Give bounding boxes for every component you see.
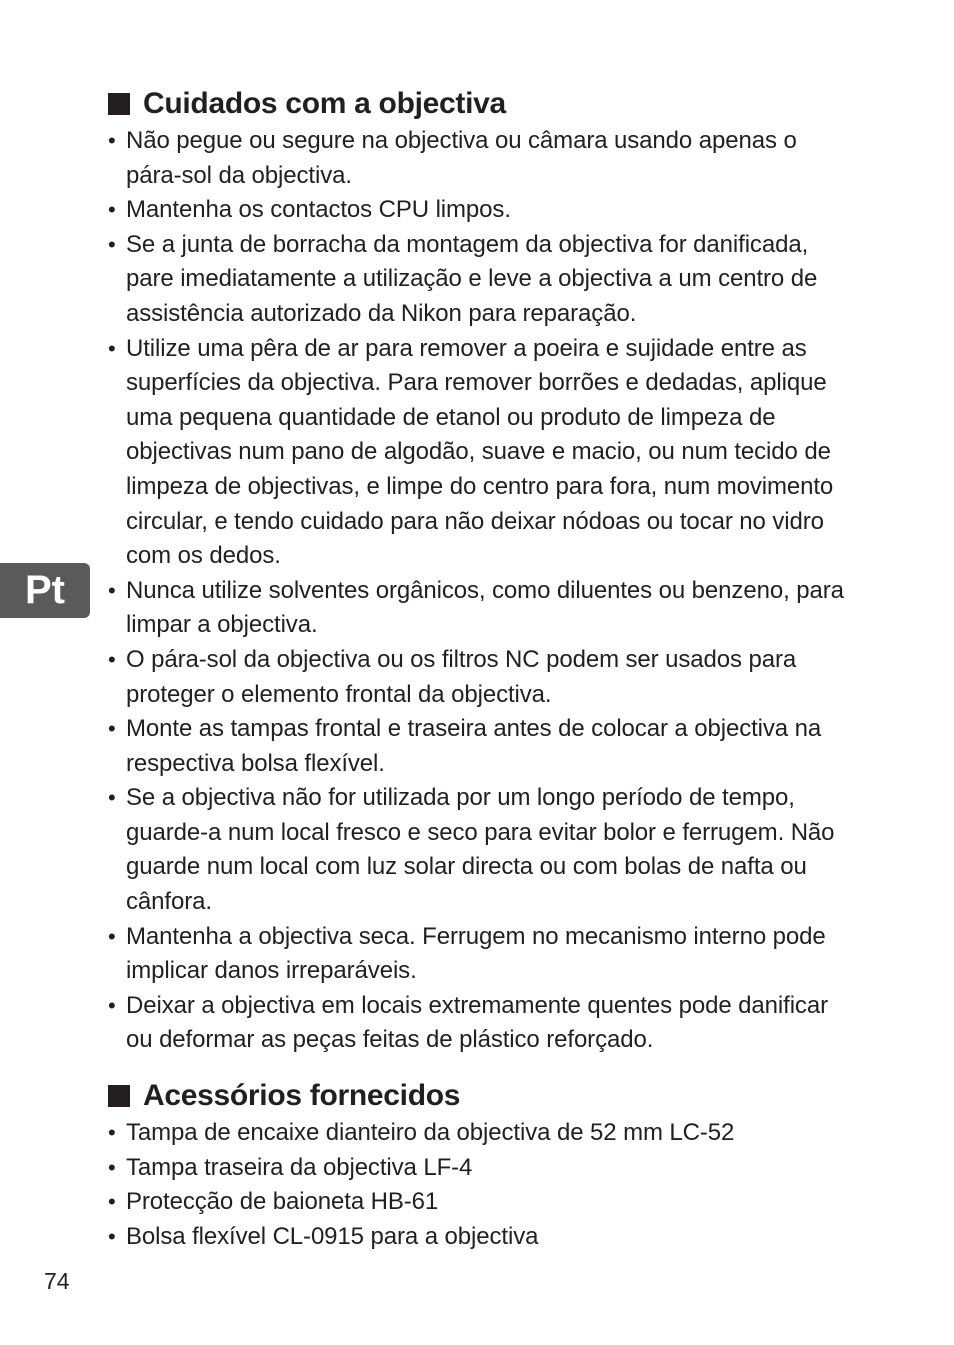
list-item-text: Tampa traseira da objectiva LF-4 <box>126 1153 473 1181</box>
bullet-icon: • <box>108 1154 116 1180</box>
bullet-icon: • <box>108 197 116 223</box>
list-item <box>108 228 848 332</box>
list-item-text: Utilize uma pêra de ar para remover a poeira e sujidade entre as superfícies da objectiva. Para remover borrões e dedadas, aplique uma pequena quantidade de etanol ou produto de limpeza de objectivas num pano de algodão, suave e macio, ou num tecido de limpeza de objectivas, e limpe do centro para fora, num movimento circular, e tendo cuidado para não deixar nódoas ou tocar no vidro com os dedos. <box>126 334 834 570</box>
list-item <box>108 1185 848 1220</box>
bullet-icon: • <box>108 231 116 257</box>
list-item-text: Mantenha a objectiva seca. Ferrugem no mecanismo interno pode implicar danos irreparáveis. <box>126 922 826 985</box>
care-section <box>108 84 848 1058</box>
list-item-text: Monte as tampas frontal e traseira antes de colocar a objectiva na respectiva bolsa flexível. <box>126 715 822 777</box>
heading-square-icon <box>108 1085 130 1107</box>
accessories-list <box>108 1116 848 1254</box>
page-number: 74 <box>44 1268 70 1294</box>
heading-square-icon <box>108 93 130 115</box>
list-item-text: Mantenha os contactos CPU limpos. <box>126 196 511 224</box>
list-item <box>108 781 848 919</box>
list-item <box>108 643 848 712</box>
list-item <box>108 1220 848 1255</box>
list-item <box>108 332 848 574</box>
bullet-icon: • <box>108 992 116 1018</box>
bullet-icon: • <box>108 577 116 603</box>
bullet-icon: • <box>108 1189 116 1215</box>
bullet-icon: • <box>108 335 116 361</box>
list-item <box>108 124 848 193</box>
list-item <box>108 920 848 989</box>
bullet-icon: • <box>108 716 116 742</box>
list-item-text: Não pegue ou segure na objectiva ou câmara usando apenas o pára-sol da objectiva. <box>126 127 797 189</box>
list-item <box>108 193 848 228</box>
list-item-text: Protecção de baioneta HB-61 <box>126 1188 439 1216</box>
list-item-text: Deixar a objectiva em locais extremamente quentes pode danificar ou deformar as peças feitas de plástico reforçado. <box>126 991 828 1054</box>
list-item-text: Tampa de encaixe dianteiro da objectiva de 52 mm LC-52 <box>126 1119 735 1146</box>
care-heading-title: Cuidados com a objectiva <box>143 87 506 120</box>
list-item-text: O pára-sol da objectiva ou os filtros NC podem ser usados para proteger o elemento frontal da objectiva. <box>126 645 797 708</box>
language-tab-label: Pt <box>25 568 65 612</box>
bullet-icon: • <box>108 1223 116 1249</box>
accessories-section <box>108 1076 848 1254</box>
bullet-icon: • <box>108 923 116 949</box>
bullet-icon: • <box>108 1120 116 1145</box>
language-tab <box>0 563 90 618</box>
care-list <box>108 124 848 1058</box>
bullet-icon: • <box>108 646 116 672</box>
list-item <box>108 1116 848 1151</box>
care-heading <box>108 84 848 124</box>
list-item-text: Se a objectiva não for utilizada por um longo período de tempo, guarde-a num local fresco e seco para evitar bolor e ferrugem. Não guarde num local com luz solar directa ou com bolas de nafta ou cânfora. <box>126 784 835 916</box>
bullet-icon: • <box>108 785 116 811</box>
list-item <box>108 1151 848 1186</box>
list-item <box>108 989 848 1058</box>
list-item-text: Se a junta de borracha da montagem da objectiva for danificada, pare imediatamente a utilização e leve a objectiva a um centro de assistência autorizado da Nikon para reparação. <box>126 230 818 327</box>
accessories-heading <box>108 1076 848 1116</box>
list-item <box>108 574 848 643</box>
list-item <box>108 712 848 781</box>
list-item-text: Bolsa flexível CL-0915 para a objectiva <box>126 1222 539 1250</box>
bullet-icon: • <box>108 128 116 153</box>
list-item-text: Nunca utilize solventes orgânicos, como diluentes ou benzeno, para limpar a objectiva. <box>126 576 844 639</box>
accessories-heading-title: Acessórios fornecidos <box>143 1079 461 1112</box>
